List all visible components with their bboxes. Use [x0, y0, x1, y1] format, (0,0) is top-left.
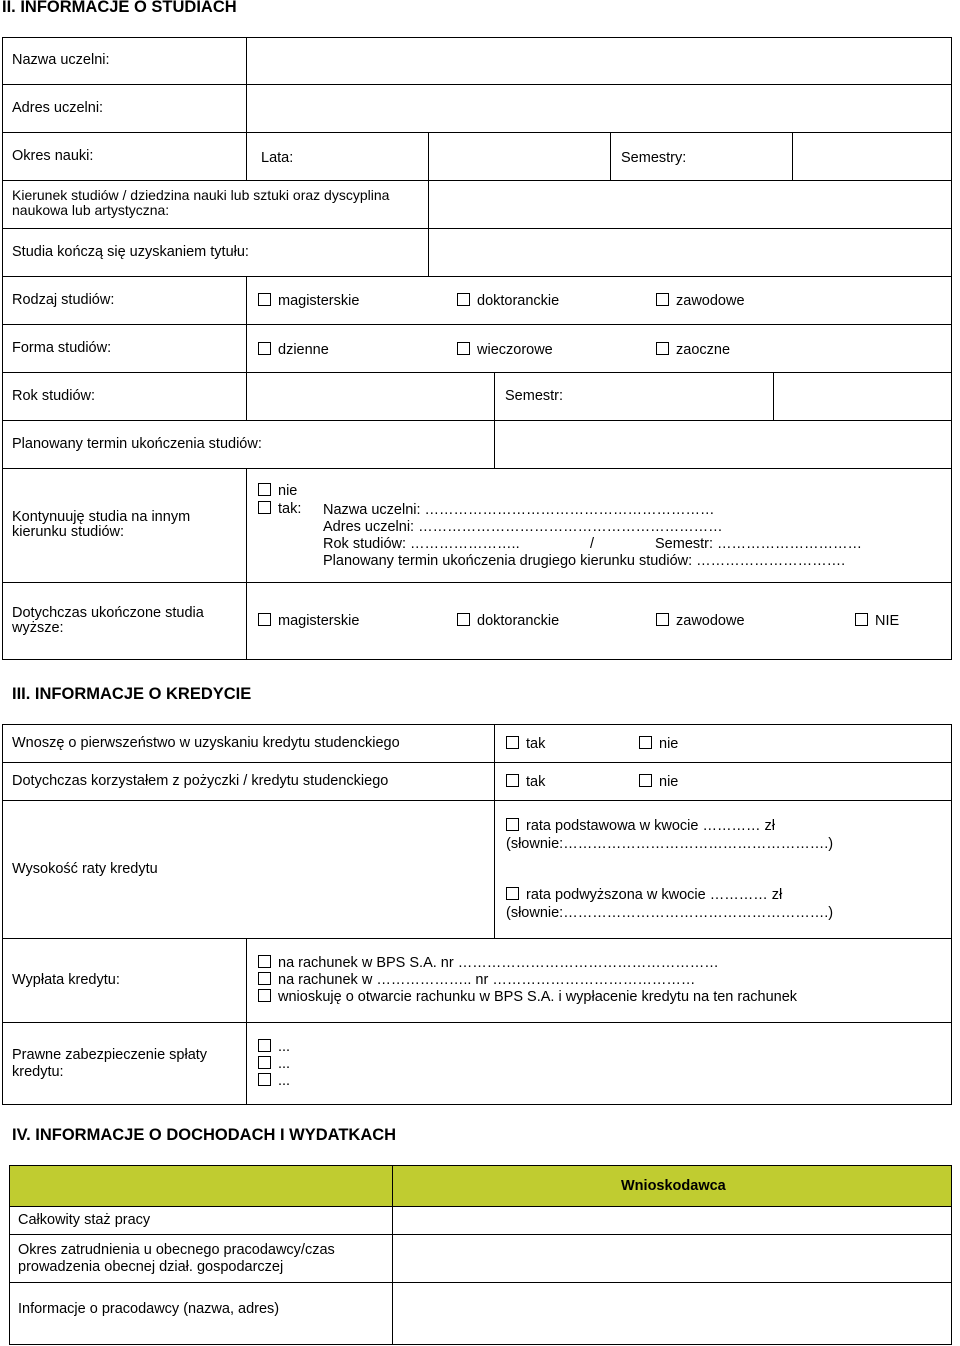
label-wnosze: Wnoszę o pierwszeństwo w uzyskaniu kredytu studenckiego	[12, 735, 400, 751]
option-korzystalem-tak[interactable]: tak	[506, 774, 545, 791]
checkbox-icon[interactable]	[506, 736, 519, 749]
label-nazwa-uczelni: Nazwa uczelni:	[12, 52, 110, 68]
section-iii-heading: III. INFORMACJE O KREDYCIE	[12, 685, 252, 703]
kontynuuje-adres-line[interactable]: Adres uczelni: ………………………………………………………	[323, 519, 723, 535]
checkbox-icon[interactable]	[457, 342, 470, 355]
option-ukonczone-nie[interactable]: NIE	[855, 613, 899, 630]
checkbox-icon[interactable]	[639, 774, 652, 787]
checkbox-icon[interactable]	[258, 1056, 271, 1069]
label-kierunek: Kierunek studiów / dziedzina nauki lub sztuki oraz dyscyplina naukowa lub artystyczna:	[12, 187, 390, 218]
label-staz: Całkowity staż pracy	[18, 1212, 151, 1228]
option-rodzaj-magisterskie[interactable]: magisterskie	[258, 293, 359, 310]
option-rodzaj-doktoranckie[interactable]: doktoranckie	[457, 293, 559, 310]
checkbox-icon[interactable]	[258, 613, 271, 626]
label-korzystalem: Dotychczas korzystałem z pożyczki / kredytu studenckiego	[12, 773, 389, 789]
checkbox-icon[interactable]	[506, 818, 519, 831]
label-forma: Forma studiów:	[12, 340, 112, 356]
checkbox-icon[interactable]	[506, 774, 519, 787]
checkbox-icon[interactable]	[258, 1073, 271, 1086]
option-forma-dzienne[interactable]: dzienne	[258, 342, 329, 359]
label-planowany: Planowany termin ukończenia studiów:	[12, 436, 262, 452]
option-rata-podwyzszona[interactable]: rata podwyższona w kwocie ………… zł	[506, 887, 782, 904]
option-ukonczone-doktoranckie[interactable]: doktoranckie	[457, 613, 559, 630]
label-tytul: Studia kończą się uzyskaniem tytułu:	[12, 244, 249, 260]
label-ukonczone: Dotychczas ukończone studia wyższe:	[12, 605, 204, 636]
label-semestry: Semestry:	[621, 150, 687, 166]
checkbox-icon[interactable]	[258, 1039, 271, 1052]
option-wnosze-tak[interactable]: tak	[506, 736, 545, 753]
label-kontynuuje: Kontynuuję studia na innym kierunku studiów:	[12, 509, 191, 540]
checkbox-icon[interactable]	[258, 483, 271, 496]
checkbox-icon[interactable]	[506, 887, 519, 900]
option-kontynuuje-tak[interactable]: tak:	[258, 501, 301, 518]
label-okres-zatrudnienia: Okres zatrudnienia u obecnego pracodawcy/czas prowadzenia obecnej dział. gospodarczej	[18, 1242, 335, 1275]
checkbox-icon[interactable]	[656, 613, 669, 626]
kontynuuje-semestr-line[interactable]: Semestr: …………………………	[655, 536, 863, 552]
kontynuuje-planowany-line[interactable]: Planowany termin ukończenia drugiego kierunku studiów: ………………………….	[323, 553, 846, 569]
label-rok: Rok studiów:	[12, 388, 96, 404]
label-lata: Lata:	[261, 150, 294, 166]
rata-podwyzszona-slownie[interactable]: (słownie:……………………………………………….)	[506, 905, 834, 921]
kontynuuje-nazwa-line[interactable]: Nazwa uczelni: ……………………………………………………	[323, 502, 715, 518]
checkbox-icon[interactable]	[258, 342, 271, 355]
rata-podstawowa-slownie[interactable]: (słownie:……………………………………………….)	[506, 836, 834, 852]
label-informacje-pracodawca: Informacje o pracodawcy (nazwa, adres)	[18, 1301, 280, 1317]
checkbox-icon[interactable]	[258, 955, 271, 968]
column-wnioskodawca: Wnioskodawca	[621, 1178, 726, 1194]
option-rodzaj-zawodowe[interactable]: zawodowe	[656, 293, 745, 310]
label-wyplata: Wypłata kredytu:	[12, 972, 120, 988]
label-wysokosc: Wysokość raty kredytu	[12, 861, 158, 877]
label-adres-uczelni: Adres uczelni:	[12, 100, 104, 116]
label-rodzaj: Rodzaj studiów:	[12, 292, 115, 308]
kontynuuje-rok-line[interactable]: Rok studiów: …………………..	[323, 536, 520, 552]
checkbox-icon[interactable]	[457, 293, 470, 306]
checkbox-icon[interactable]	[855, 613, 868, 626]
option-ukonczone-magisterskie[interactable]: magisterskie	[258, 613, 359, 630]
kontynuuje-slash: /	[590, 536, 595, 552]
option-wyplata-inny[interactable]: na rachunek w ……………….. nr ……………………………………	[258, 972, 695, 989]
option-forma-zaoczne[interactable]: zaoczne	[656, 342, 730, 359]
section-ii-heading: II. INFORMACJE O STUDIACH	[2, 0, 237, 16]
option-forma-wieczorowe[interactable]: wieczorowe	[457, 342, 553, 359]
checkbox-icon[interactable]	[258, 972, 271, 985]
checkbox-icon[interactable]	[656, 293, 669, 306]
option-wnosze-nie[interactable]: nie	[639, 736, 678, 753]
table-header-fill	[9, 1165, 952, 1206]
option-wyplata-bps[interactable]: na rachunek w BPS S.A. nr ………………………………………………	[258, 955, 719, 972]
section-iv-heading: IV. INFORMACJE O DOCHODACH I WYDATKACH	[12, 1126, 397, 1144]
checkbox-icon[interactable]	[639, 736, 652, 749]
option-zabezpieczenie-2[interactable]: ...	[258, 1056, 290, 1073]
checkbox-icon[interactable]	[258, 293, 271, 306]
option-kontynuuje-nie[interactable]: nie	[258, 483, 297, 500]
checkbox-icon[interactable]	[258, 501, 271, 514]
label-semestr: Semestr:	[505, 388, 564, 404]
option-ukonczone-zawodowe[interactable]: zawodowe	[656, 613, 745, 630]
option-rata-podstawowa[interactable]: rata podstawowa w kwocie ………… zł	[506, 818, 775, 835]
option-wyplata-otwarcie[interactable]: wnioskuję o otwarcie rachunku w BPS S.A. i wypłacenie kredytu na ten rachunek	[258, 989, 797, 1006]
option-zabezpieczenie-3[interactable]: ...	[258, 1073, 290, 1090]
checkbox-icon[interactable]	[656, 342, 669, 355]
option-zabezpieczenie-1[interactable]: ...	[258, 1039, 290, 1056]
label-zabezpieczenie: Prawne zabezpieczenie spłaty kredytu:	[12, 1047, 208, 1080]
checkbox-icon[interactable]	[457, 613, 470, 626]
option-korzystalem-nie[interactable]: nie	[639, 774, 678, 791]
checkbox-icon[interactable]	[258, 989, 271, 1002]
label-okres-nauki: Okres nauki:	[12, 148, 94, 164]
